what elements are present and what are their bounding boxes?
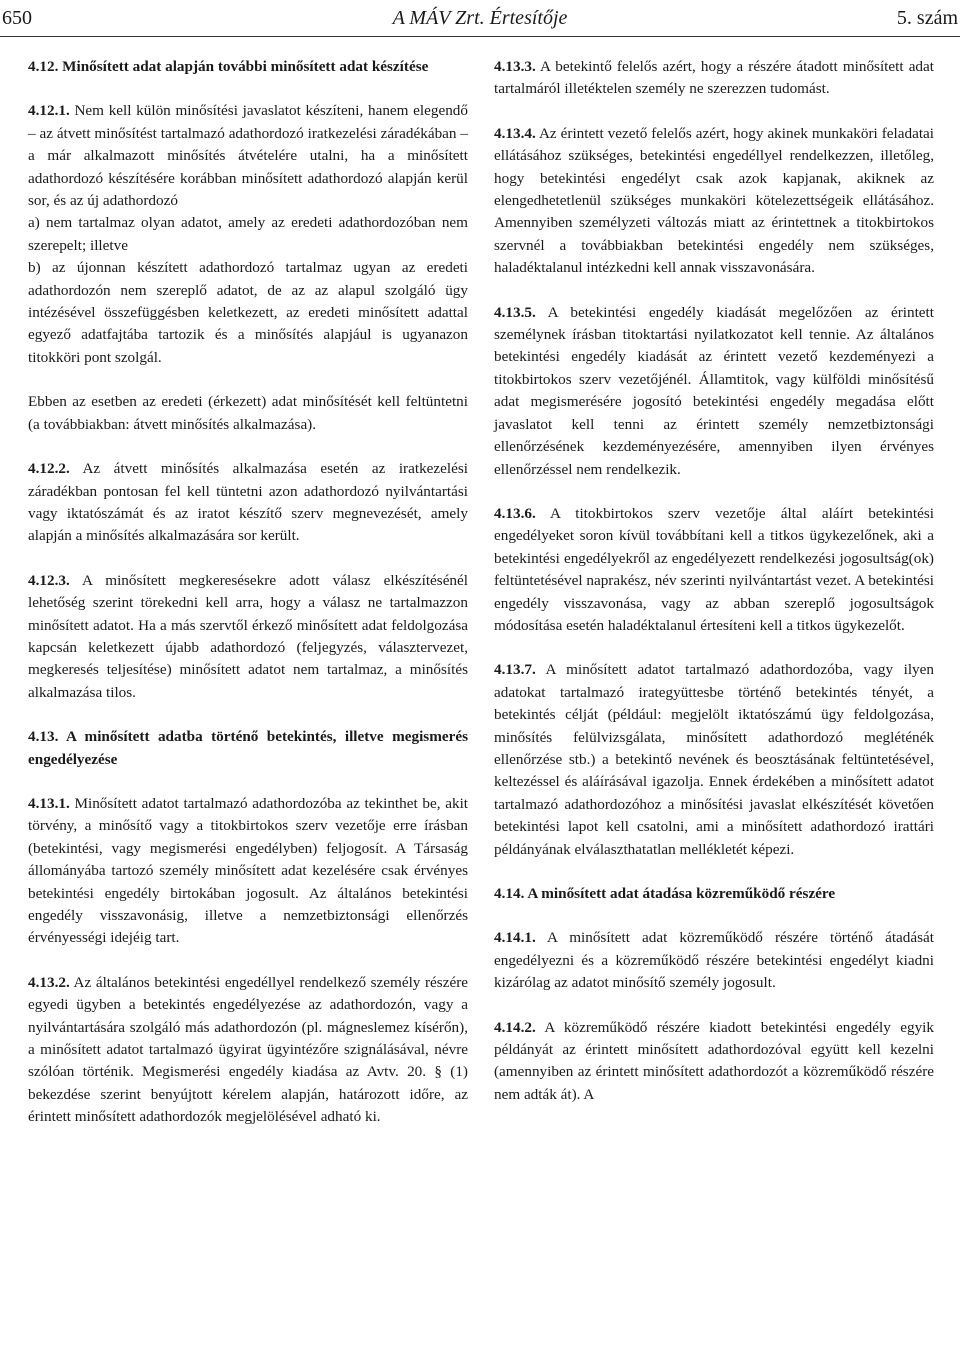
section-heading-4-12: 4.12. Minősített adat alapján további minősített adat készítése [28,58,429,75]
paragraph-number: 4.12.3. [28,571,70,589]
paragraph-text: Az általános betekintési engedéllyel rendelkező személy részére egyedi ügyben a betekintés engedélyezése az adathordozón, vagy a nyilvántartására szolgáló más adathordozón (pl. mágneslemez kísérőn), a minősített adatot tartalmazó ügyirat ügyintézőre szignálásával, névre szólóan történik. Megismerési engedély kiadása az Avtv. 20. § (1) bekezdése szerint benyújtott kérelem alapján, határozott időre, az érintett minősített adathordozók megjelölésével adható ki. [28,973,468,1126]
paragraph-text: A titokbirtokos szerv vezetője által aláírt betekintési engedélyeket soron kívül továbbítani kell a titkos ügykezelőnek, aki a betekintési engedélyekről az engedélyezett rendelkezési jogosultság(ok) feltüntetésével naprakész, név szerinti nyilvántartást vezet. A betekintési engedély visszavonása, vagy az abban szereplő jogosultságok módosítása esetén haladéktalanul értesíteni kell a titkos ügykezelőt. [494,504,934,634]
paragraph-number: 4.13.7. [494,661,536,679]
paragraph-4-12-1-b: b) az újonnan készített adathordozó tartalmaz ugyan az eredeti adathordozón nem szereplő adatot, de az az alapul szolgáló ügy intézésével összefüggésben keletkezett, az eredeti minősített adattal egyező adatfajtába tartozik és a minősítés alapjául is ugyanazon titokköri pont szolgál. [28,259,468,366]
paragraph-text: A közreműködő részére kiadott betekintési engedély egyik példányát az érintett minősített adathordozóval együtt kell kezelni (amennyiben az érintett minősített adathordozót a közreműködő részére nem adták át). A [494,1018,934,1103]
paragraph-4-14-2 [494,1017,934,1107]
paragraph-text: A minősített adatot tartalmazó adathordozóba, vagy ilyen adatokat tartalmazó irategyüttesbe történő betekintés tényét, a betekintés célját (például: megjelölt iktatószámú ügy feldolgozása, minősítés felülvizsgálata, minősített adathordozó megléténék ellenőrzése stb.) a betekintő nevének és beosztásának feltüntetésével, keltezéssel és aláírásával igazolja. Ennek érdekében a minősített adatot tartalmazó adathordozóhoz a minősítési javaslat elkészítését követően betekintési lapot kell csatolni, ami a minősített adathordozó irattári példányának elválaszthatatlan mellékletét képezi. [494,661,934,858]
paragraph-4-13-7 [494,659,934,861]
paragraph-4-12-1-c: Ebben az esetben az eredeti (érkezett) adat minősítését kell feltüntetni (a továbbiakban: átvett minősítés alkalmazása). [28,393,468,433]
section-heading-4-13: 4.13. A minősített adatba történő betekintés, illetve megismerés engedélyezése [28,728,468,768]
paragraph-4-12-2 [28,458,468,548]
paragraph-number: 4.13.3. [494,58,536,75]
paragraph-number: 4.13.2. [28,973,70,991]
paragraph-4-14-1 [494,927,934,994]
paragraph-number: 4.14.1. [494,929,536,947]
header-rule [0,36,960,37]
paragraph-text: A betekintési engedély kiadását megelőzően az érintett személynek írásban titoktartási nyilatkozatot kell tennie. Az általános betekintési engedély kiadását az érintett vezető kezdeményezi a titokbirtokos szerv vezetőjénél. Államtitok, vagy külföldi minősítésű adat megismerésére jogosító betekintési engedély megadása előtt javaslatot kell tenni az érintett személy nemzetbiztonsági ellenőrzésének kezdeményezésére, amennyiben ilyen érvényes ellenőrzéssel nem rendelkezik. [494,303,934,478]
paragraph-text: Az átvett minősítés alkalmazása esetén az iratkezelési záradékban pontosan fel kell tüntetni azon adathordozó nyilvántartási vagy iktatószámát és az iratot készítő szerv megnevezését, amely alapján a minősítés alkalmazására sor került. [28,460,468,545]
left-column [28,56,468,1129]
paragraph-number: 4.14.2. [494,1018,536,1036]
paragraph-text: Nem kell külön minősítési javaslatot készíteni, hanem elegendő – az átvett minősítést tartalmazó adathordozó iratkezelési záradékában – a már alkalmazott minősítés átvételére utalni, ha a minősített adathordozó készítésére korábban minősített adathordozó alapján kerül sor, és az új adathordozó [28,102,468,210]
paragraph-number: 4.13.4. [494,124,536,142]
paragraph-4-13-2 [28,972,468,1129]
paragraph-text: Minősített adatot tartalmazó adathordozóba az tekinthet be, akit törvény, a minősítő vagy a titokbirtokos szerv vezetője erre írásban (betekintési, vagy megismerési engedélyben) feljogosít. A Társaság állományába tartozó személy minősített adat kezelésére csak érvényes betekintési engedély birtokában jogosult. Az általános betekintési engedély visszavonásig, illetve a nemzetbiztonsági ellenőrzés érvényességi idejéig tart. [28,794,469,947]
paragraph-text: A minősített megkeresésekre adott válasz elkészítésénél lehetőség szerint törekedni kell arra, hogy a válasz ne tartalmazzon minősített adatot. Ha a más szervtől érkező minősített adat feldolgozása kapcsán keletkezett újabb adathordozó (feljegyzés, választervezet, megkeresés teljesítése) minősített adatot nem tartalmaz, a minősítés alkalmazása tilos. [28,571,468,701]
paragraph-text: A minősített adat közreműködő részére történő átadását engedélyezni és a közreműködő részére betekintési engedélyt kiadni kizárólag az adatot minősítő személy jogosult. [494,929,934,992]
page-header [0,0,960,40]
paragraph-4-12-3 [28,570,468,704]
paragraph-4-13-1 [28,793,468,950]
paragraph-text: A betekintő felelős azért, hogy a részére átadott minősített adat tartalmáról illetéktelen személy ne szerezzen tudomást. [494,58,934,98]
paragraph-number: 4.13.1. [28,794,70,812]
paragraph-number: 4.12.2. [28,460,70,478]
paragraph-4-13-3 [494,56,934,101]
paragraph-4-12-1-a: a) nem tartalmaz olyan adatot, amely az eredeti adathordozóban nem szerepelt; illetve [28,214,468,254]
paragraph-number: 4.13.6. [494,504,536,522]
issue-number: 5. szám [896,7,958,29]
section-heading-4-14: 4.14. A minősített adat átadása közreműködő részére [494,885,836,902]
paragraph-4-13-4 [494,123,934,280]
paragraph-4-12-1 [28,100,468,212]
paragraph-text: Az érintett vezető felelős azért, hogy akinek munkaköri feladatai ellátásához szükséges, betekintési engedéllyel rendelkezzen, illetőleg, hogy betekintési engedélyt csak azok kapjanak, akiknek az elengedhetetlenül szükséges munkaköri kötelezettségeik ellátásához. Amennyiben személyzeti változás miatt az érintettnek a titokbirtokos szervnél a továbbiakban betekintési engedély nem szükséges, haladéktalanul intézkedni kell annak visszavonására. [494,124,934,277]
paragraph-4-13-6 [494,503,934,637]
paragraph-4-13-5 [494,302,934,481]
paragraph-number: 4.13.5. [494,303,536,321]
journal-title: A MÁV Zrt. Értesítője [392,7,568,29]
paragraph-number: 4.12.1. [28,102,70,120]
right-column [494,56,934,1106]
page-number: 650 [2,7,32,29]
